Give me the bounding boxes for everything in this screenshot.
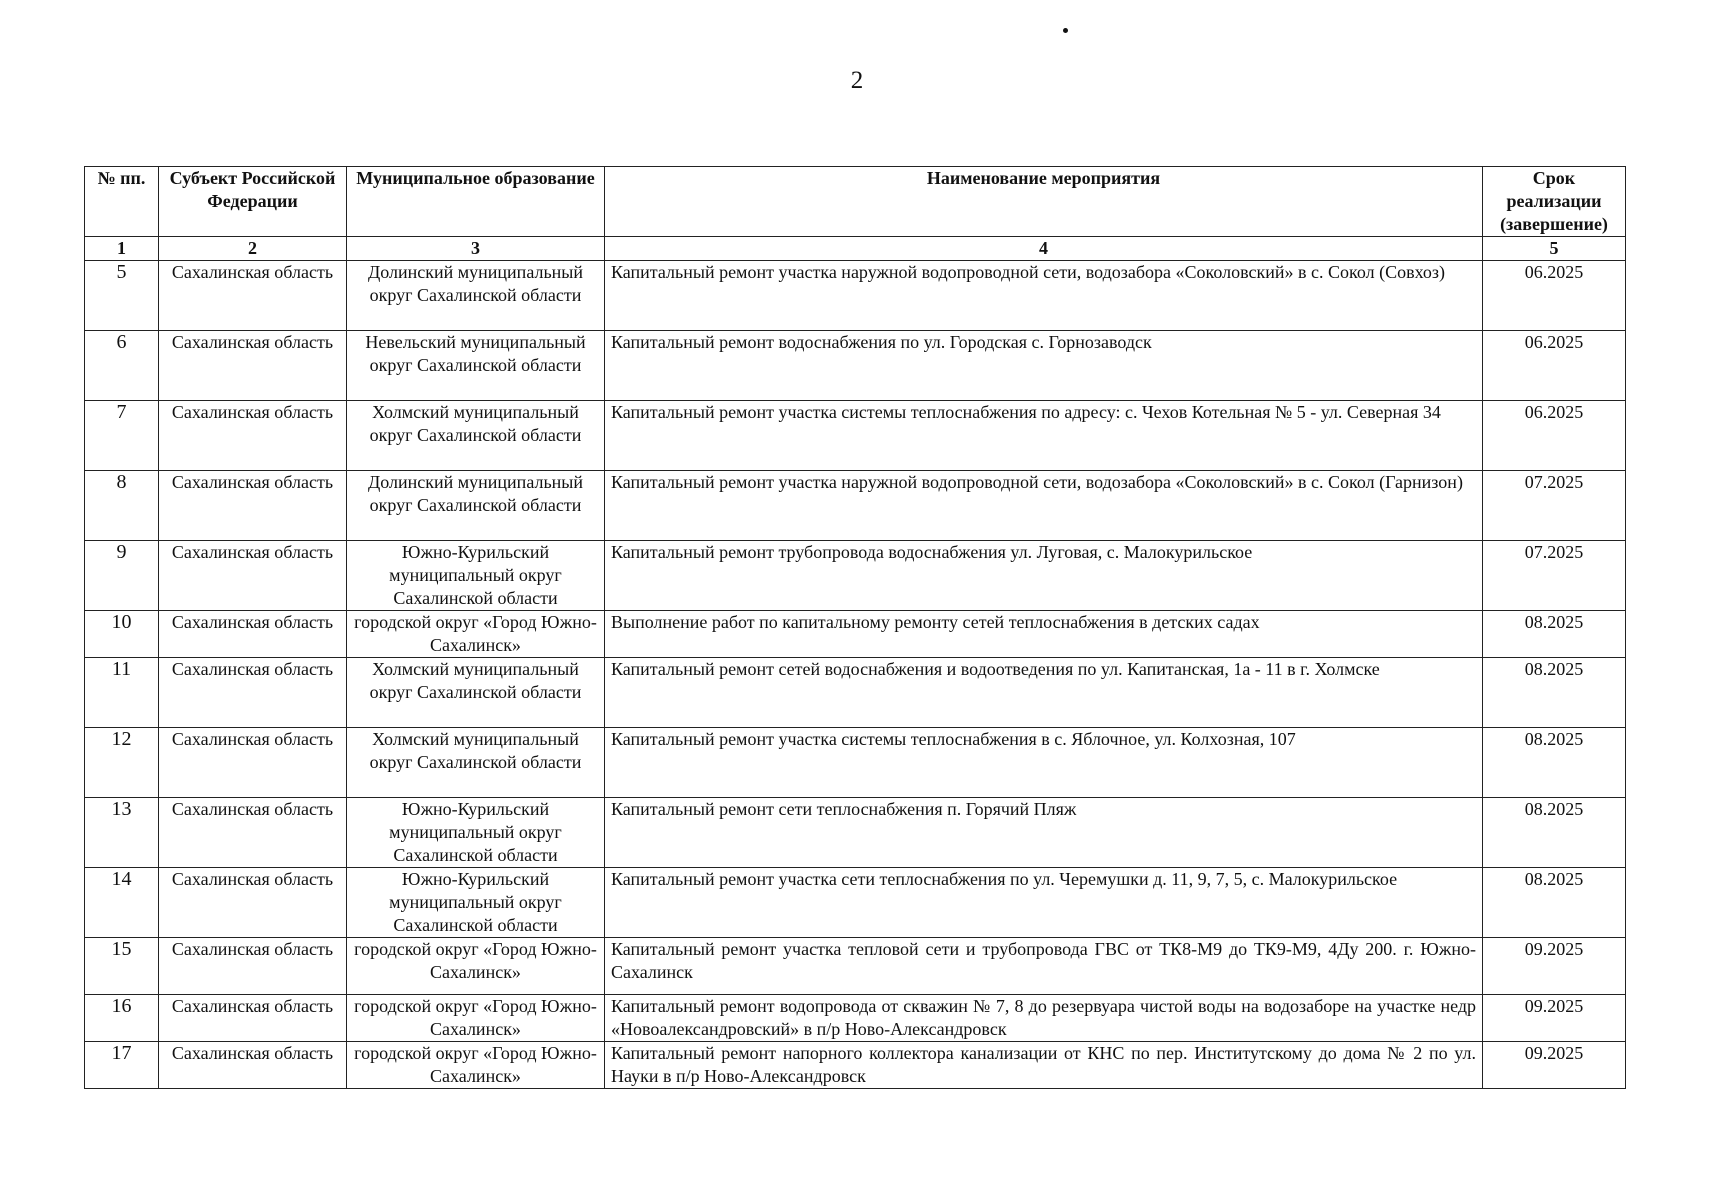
row-subject: Сахалинская область bbox=[159, 261, 347, 331]
row-event-name: Капитальный ремонт водоснабжения по ул. Городская с. Горнозаводск bbox=[605, 331, 1483, 401]
row-deadline: 08.2025 bbox=[1483, 868, 1626, 938]
table-row bbox=[85, 938, 1626, 995]
row-event-name: Капитальный ремонт участка сети теплоснабжения по ул. Черемушки д. 11, 9, 7, 5, с. Малокурильское bbox=[605, 868, 1483, 938]
column-index: 5 bbox=[1483, 237, 1626, 261]
row-municipality: Холмский муниципальный округ Сахалинской области bbox=[347, 658, 605, 728]
column-index-row bbox=[85, 237, 1626, 261]
column-index: 2 bbox=[159, 237, 347, 261]
row-event-name: Капитальный ремонт водопровода от скважин № 7, 8 до резервуара чистой воды на водозаборе на участке недр «Новоалександровский» в п/р Ново-Александровск bbox=[605, 995, 1483, 1042]
row-deadline: 09.2025 bbox=[1483, 995, 1626, 1042]
table-row bbox=[85, 331, 1626, 401]
row-subject: Сахалинская область bbox=[159, 1042, 347, 1089]
row-event-name: Выполнение работ по капитальному ремонту сетей теплоснабжения в детских садах bbox=[605, 611, 1483, 658]
row-deadline: 06.2025 bbox=[1483, 331, 1626, 401]
row-event-name: Капитальный ремонт участка наружной водопроводной сети, водозабора «Соколовский» в с. Сокол (Совхоз) bbox=[605, 261, 1483, 331]
row-subject: Сахалинская область bbox=[159, 401, 347, 471]
row-municipality: городской округ «Город Южно-Сахалинск» bbox=[347, 611, 605, 658]
row-subject: Сахалинская область bbox=[159, 938, 347, 995]
header-deadline: Срок реализации (завершение) bbox=[1483, 167, 1626, 237]
row-municipality: Холмский муниципальный округ Сахалинской области bbox=[347, 728, 605, 798]
header-event-name: Наименование мероприятия bbox=[605, 167, 1483, 237]
row-number: 17 bbox=[85, 1042, 159, 1089]
row-number: 11 bbox=[85, 658, 159, 728]
events-table bbox=[84, 166, 1626, 1089]
row-event-name: Капитальный ремонт трубопровода водоснабжения ул. Луговая, с. Малокурильское bbox=[605, 541, 1483, 611]
row-number: 8 bbox=[85, 471, 159, 541]
row-deadline: 07.2025 bbox=[1483, 541, 1626, 611]
row-number: 6 bbox=[85, 331, 159, 401]
row-event-name: Капитальный ремонт участка системы теплоснабжения по адресу: с. Чехов Котельная № 5 - ул. Северная 34 bbox=[605, 401, 1483, 471]
row-number: 14 bbox=[85, 868, 159, 938]
row-deadline: 06.2025 bbox=[1483, 261, 1626, 331]
row-subject: Сахалинская область bbox=[159, 471, 347, 541]
row-subject: Сахалинская область bbox=[159, 541, 347, 611]
row-municipality: городской округ «Город Южно-Сахалинск» bbox=[347, 995, 605, 1042]
row-event-name: Капитальный ремонт участка тепловой сети и трубопровода ГВС от ТК8-М9 до ТК9-М9, 4Ду 200. г. Южно-Сахалинск bbox=[605, 938, 1483, 995]
row-deadline: 06.2025 bbox=[1483, 401, 1626, 471]
row-deadline: 08.2025 bbox=[1483, 728, 1626, 798]
row-municipality: Южно-Курильский муниципальный округ Сахалинской области bbox=[347, 541, 605, 611]
table-row bbox=[85, 868, 1626, 938]
row-subject: Сахалинская область bbox=[159, 728, 347, 798]
column-index: 1 bbox=[85, 237, 159, 261]
header-row bbox=[85, 167, 1626, 237]
row-event-name: Капитальный ремонт сети теплоснабжения п. Горячий Пляж bbox=[605, 798, 1483, 868]
row-municipality: городской округ «Город Южно-Сахалинск» bbox=[347, 938, 605, 995]
table-row bbox=[85, 541, 1626, 611]
row-subject: Сахалинская область bbox=[159, 995, 347, 1042]
row-deadline: 07.2025 bbox=[1483, 471, 1626, 541]
row-deadline: 09.2025 bbox=[1483, 938, 1626, 995]
row-deadline: 08.2025 bbox=[1483, 798, 1626, 868]
row-subject: Сахалинская область bbox=[159, 798, 347, 868]
row-number: 13 bbox=[85, 798, 159, 868]
row-event-name: Капитальный ремонт участка системы теплоснабжения в с. Яблочное, ул. Колхозная, 107 bbox=[605, 728, 1483, 798]
table-row bbox=[85, 728, 1626, 798]
row-number: 16 bbox=[85, 995, 159, 1042]
table-row bbox=[85, 401, 1626, 471]
row-event-name: Капитальный ремонт участка наружной водопроводной сети, водозабора «Соколовский» в с. Сокол (Гарнизон) bbox=[605, 471, 1483, 541]
page-number: 2 bbox=[850, 67, 864, 94]
table-row bbox=[85, 798, 1626, 868]
row-deadline: 08.2025 bbox=[1483, 611, 1626, 658]
row-number: 12 bbox=[85, 728, 159, 798]
table-row bbox=[85, 995, 1626, 1042]
row-subject: Сахалинская область bbox=[159, 331, 347, 401]
header-municipality: Муниципальное образование bbox=[347, 167, 605, 237]
header-num: № пп. bbox=[85, 167, 159, 237]
row-subject: Сахалинская область bbox=[159, 611, 347, 658]
row-number: 9 bbox=[85, 541, 159, 611]
row-number: 7 bbox=[85, 401, 159, 471]
row-subject: Сахалинская область bbox=[159, 868, 347, 938]
row-number: 5 bbox=[85, 261, 159, 331]
table-row bbox=[85, 261, 1626, 331]
table-row bbox=[85, 471, 1626, 541]
row-municipality: Невельский муниципальный округ Сахалинской области bbox=[347, 331, 605, 401]
row-deadline: 08.2025 bbox=[1483, 658, 1626, 728]
row-municipality: городской округ «Город Южно-Сахалинск» bbox=[347, 1042, 605, 1089]
scan-speck bbox=[1063, 28, 1068, 33]
row-municipality: Долинский муниципальный округ Сахалинской области bbox=[347, 261, 605, 331]
table-row bbox=[85, 658, 1626, 728]
column-index: 3 bbox=[347, 237, 605, 261]
header-subject: Субъект Российской Федерации bbox=[159, 167, 347, 237]
row-number: 10 bbox=[85, 611, 159, 658]
row-event-name: Капитальный ремонт сетей водоснабжения и водоотведения по ул. Капитанская, 1а - 11 в г. Холмске bbox=[605, 658, 1483, 728]
table-row bbox=[85, 1042, 1626, 1089]
row-event-name: Капитальный ремонт напорного коллектора канализации от КНС по пер. Институтскому до дома № 2 по ул. Науки в п/р Ново-Александровск bbox=[605, 1042, 1483, 1089]
row-subject: Сахалинская область bbox=[159, 658, 347, 728]
row-municipality: Южно-Курильский муниципальный округ Сахалинской области bbox=[347, 798, 605, 868]
row-municipality: Долинский муниципальный округ Сахалинской области bbox=[347, 471, 605, 541]
row-municipality: Южно-Курильский муниципальный округ Сахалинской области bbox=[347, 868, 605, 938]
table-row bbox=[85, 611, 1626, 658]
column-index: 4 bbox=[605, 237, 1483, 261]
row-number: 15 bbox=[85, 938, 159, 995]
row-municipality: Холмский муниципальный округ Сахалинской области bbox=[347, 401, 605, 471]
row-deadline: 09.2025 bbox=[1483, 1042, 1626, 1089]
